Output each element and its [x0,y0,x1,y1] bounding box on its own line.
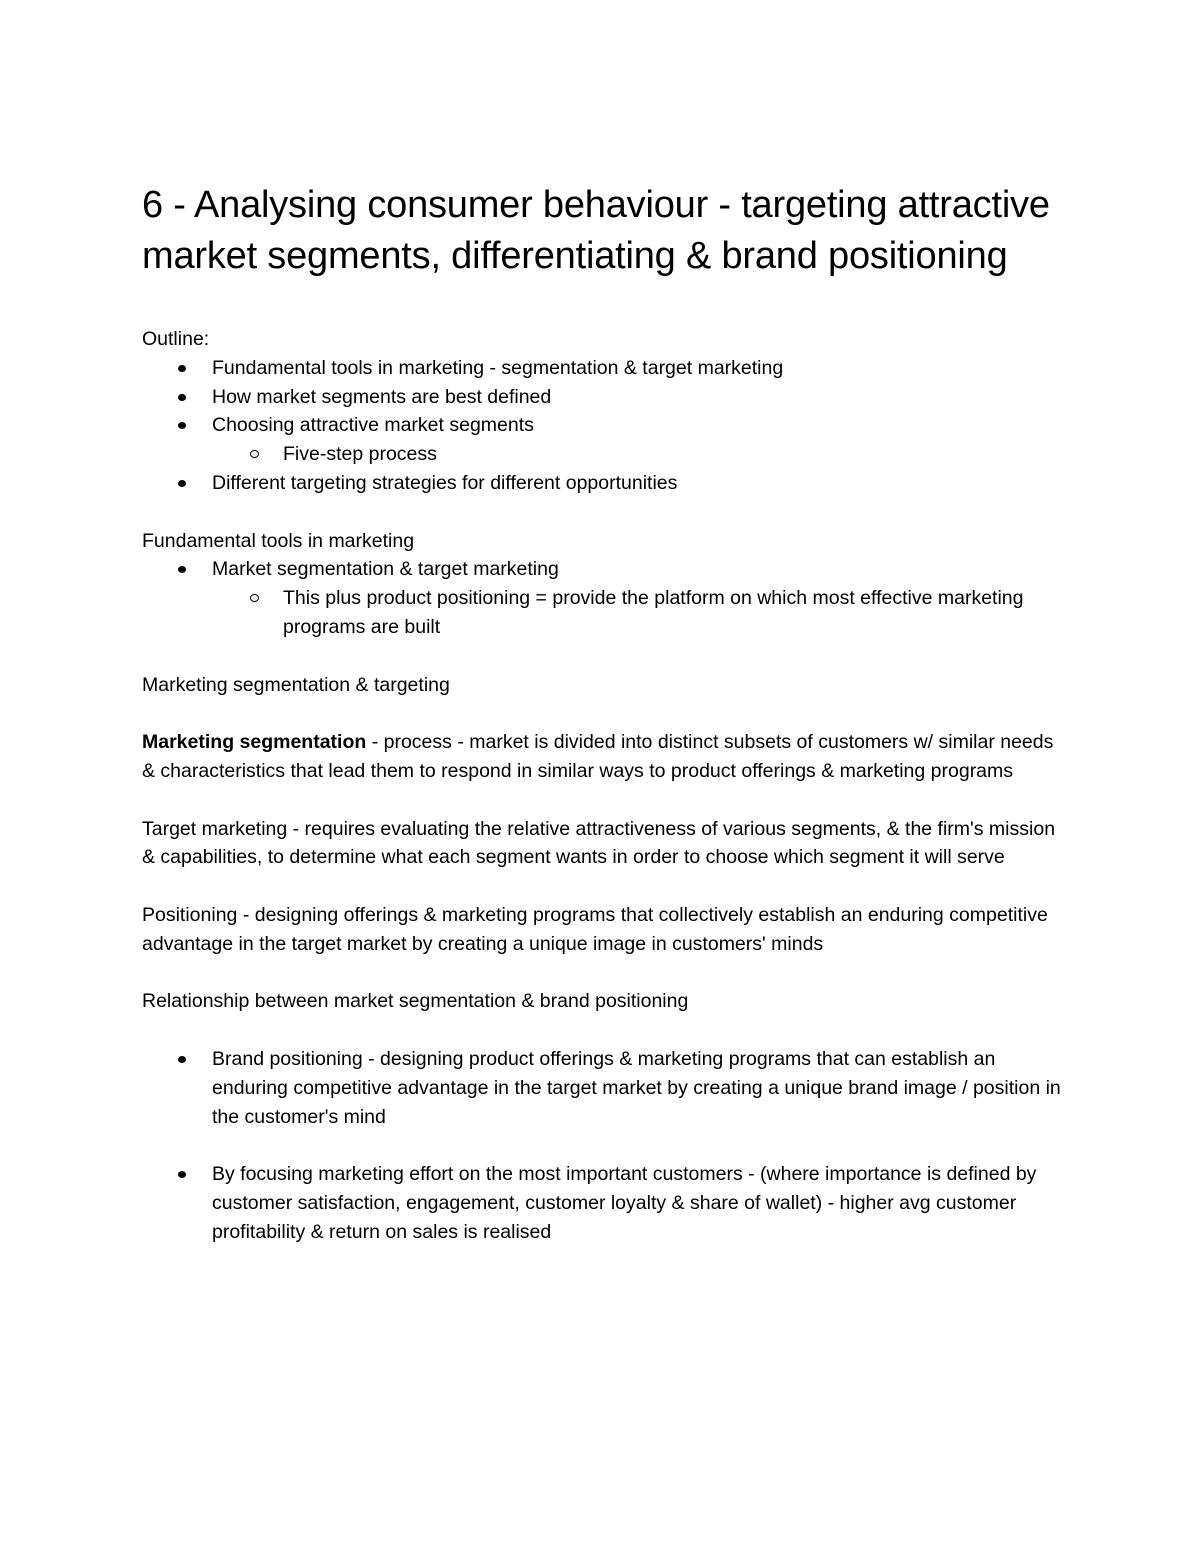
section-heading-relationship: Relationship between market segmentation & brand positioning [142,990,689,1013]
bullet-icon [178,365,186,372]
bullet-icon [178,566,186,573]
hollow-bullet-icon [250,450,259,458]
outline-label: Outline: [142,328,210,350]
list-item-text: By focusing marketing effort on the most important customers - (where importance is defined by customer satisfaction, engagement, customer loyalty & share of wallet) - higher avg customer profitability & return on sales is realised [212,1163,1037,1243]
section-heading-fundamental: Fundamental tools in marketing [142,529,415,552]
list-item-text: How market segments are best defined [212,385,552,408]
bullet-icon [178,394,186,401]
list-item [142,469,1062,498]
relationship-list [142,1045,1062,1247]
term-marketing-segmentation: Marketing segmentation [142,731,367,754]
list-item-text: Brand positioning - designing product offerings & marketing programs that can establish an enduring competitive advantage in the target market by creating a unique brand image / position in the customer's mind [212,1047,1061,1128]
sub-list-item-text: This plus product positioning = provide the platform on which most effective marketing programs are built [283,587,1024,638]
definition-marketing-segmentation [142,728,1062,786]
list-item [142,383,1062,412]
definition-target-marketing: Target marketing - requires evaluating the relative attractiveness of various segments, & the firm's mission & capabilities, to determine what each segment wants in order to choose which segment it will serve [142,817,1056,869]
list-item-text: Market segmentation & target marketing [212,558,559,581]
list-item [142,1045,1062,1131]
outline-list [142,354,1062,498]
list-item-text: Fundamental tools in marketing - segmentation & target marketing [212,356,784,379]
definition-text: - process - market is divided into distinct subsets of customers w/ similar needs & characteristics that lead them to respond in similar ways to product offerings & marketing programs [142,731,1054,782]
bullet-icon [178,1171,186,1178]
list-item-text: Different targeting strategies for different opportunities [212,471,678,494]
list-item [142,1160,1062,1246]
list-item [142,354,1062,383]
definition-positioning: Positioning - designing offerings & marketing programs that collectively establish an enduring competitive advantage in the target market by creating a unique image in customers' minds [142,903,1048,955]
bullet-icon [178,422,186,429]
section-heading-seg-targeting: Marketing segmentation & targeting [142,673,450,696]
sub-list [212,584,1062,642]
hollow-bullet-icon [250,594,259,602]
bullet-icon [178,480,186,487]
sub-list-item-text: Five-step process [283,443,437,466]
list-item [142,555,1062,641]
list-item [142,411,1062,469]
list-item-text: Choosing attractive market segments [212,414,534,437]
bullet-icon [178,1056,186,1063]
page-title: 6 - Analysing consumer behaviour - targeting attractive market segments, differentiating & brand positioning [142,184,1050,277]
document-page [142,180,1062,1247]
sub-list-item [212,584,1062,642]
fundamental-list [142,555,1062,641]
sub-list [212,440,1062,469]
sub-list-item [212,440,1062,469]
